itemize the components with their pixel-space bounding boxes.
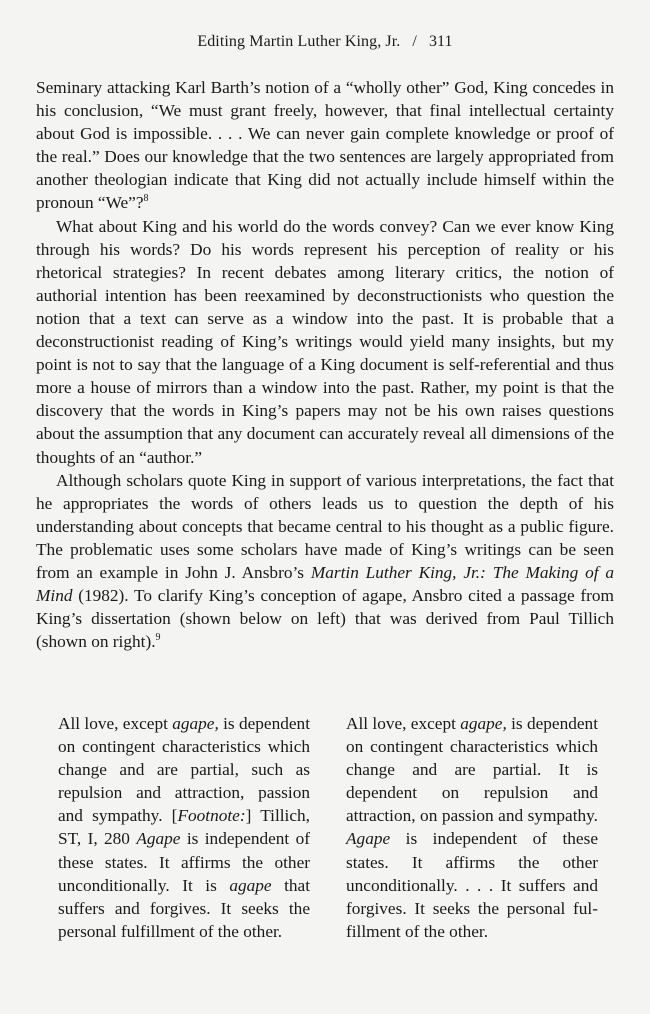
comparison-columns — [58, 712, 598, 943]
passage-italic: agape — [229, 875, 272, 895]
passage-text: is independent of these states. It affirms the other unconditionally. . . . It suffers and forgives. It seeks the personal fulfillment of the other. — [346, 829, 598, 941]
passage-text: is independent of these states. It affirms the other unconditionally. It is — [58, 829, 310, 895]
running-head — [0, 33, 650, 51]
passage-text: All love, except — [346, 714, 461, 733]
passage-text: that suffers and forgives. It seeks the personal fulfillment of the other. — [58, 875, 310, 941]
paragraph-1 — [36, 76, 614, 215]
paragraph-3-text-after: (1982). To clarify King’s conception of agape, Ansbro cited a passage from King’s dissertation (shown below on left) that was derived from Paul Tillich (shown on right). — [36, 586, 614, 652]
tillich-passage — [346, 712, 598, 943]
paragraph-3-text-before: Although scholars quote King in support of various interpretations, the fact that he appropriates the words of others leads us to question the depth of his understanding about concepts that became central to his thought as a public figure. The problematic uses some scholars have made of King’s writings can be seen from an example in John J. Ansbro’s — [36, 470, 614, 582]
passage-text: ] Tillich, ST, I, 280 — [58, 806, 310, 849]
passage-italic: agape, — [172, 714, 219, 733]
king-dissertation-passage — [58, 712, 310, 943]
passage-text: is dependent on contingent characteristics which change and are partial. It is dependent on repulsion and attraction, on passion and sympathy. — [346, 714, 598, 826]
paragraph-2 — [36, 215, 614, 469]
paragraph-2-text: What about King and his world do the words convey? Can we ever know King through his words? Do his words represent his perception of reality or his rhetorical strategies? In recent debates among literary critics, the notion of authorial intention has been reexamined by deconstructionists who question the notion that a text can serve as a window into the past. It is probable that a deconstructionist reading of King’s writings would yield many insights, but my point is not to say that the language of a King document is self-referential and thus more a house of mirrors than a window into the past. Rather, my point is that the discovery that the words in King’s papers may not be his own raises questions about the assumption that any document can accurately reveal all dimensions of the thoughts of an “author.” — [36, 216, 614, 467]
footnote-marker-9: 9 — [155, 632, 161, 644]
passage-italic: Agape — [136, 829, 181, 849]
footnote-marker-8: 8 — [143, 193, 149, 205]
running-head-separator: / — [412, 33, 417, 50]
passage-text: is dependent on contingent characteristics which change and are partial, such as repulsion and attraction, passion and sympathy. [ — [58, 714, 310, 826]
running-head-title: Editing Martin Luther King, Jr. — [197, 33, 401, 50]
book-title: Martin Luther King, Jr.: The Making of a Mind — [36, 562, 614, 606]
passage-text: All love, except — [58, 714, 173, 733]
page-number: 311 — [428, 33, 453, 50]
passage-italic: Footnote: — [177, 806, 246, 826]
paragraph-3 — [36, 469, 614, 654]
passage-italic: agape, — [460, 714, 507, 733]
passage-italic: Agape — [346, 829, 391, 849]
body-text — [36, 76, 614, 653]
paragraph-1-text: Seminary attacking Karl Barth’s notion of a “wholly other” God, King concedes in his conclusion, “We must grant freely, however, that final intellectual certainty about God is impossible. . . . We can never gain complete knowledge or proof of the real.” Does our knowledge that the two sentences are largely appropriated from another theologian indicate that King did not actually include himself within the pronoun “We”? — [36, 78, 614, 213]
